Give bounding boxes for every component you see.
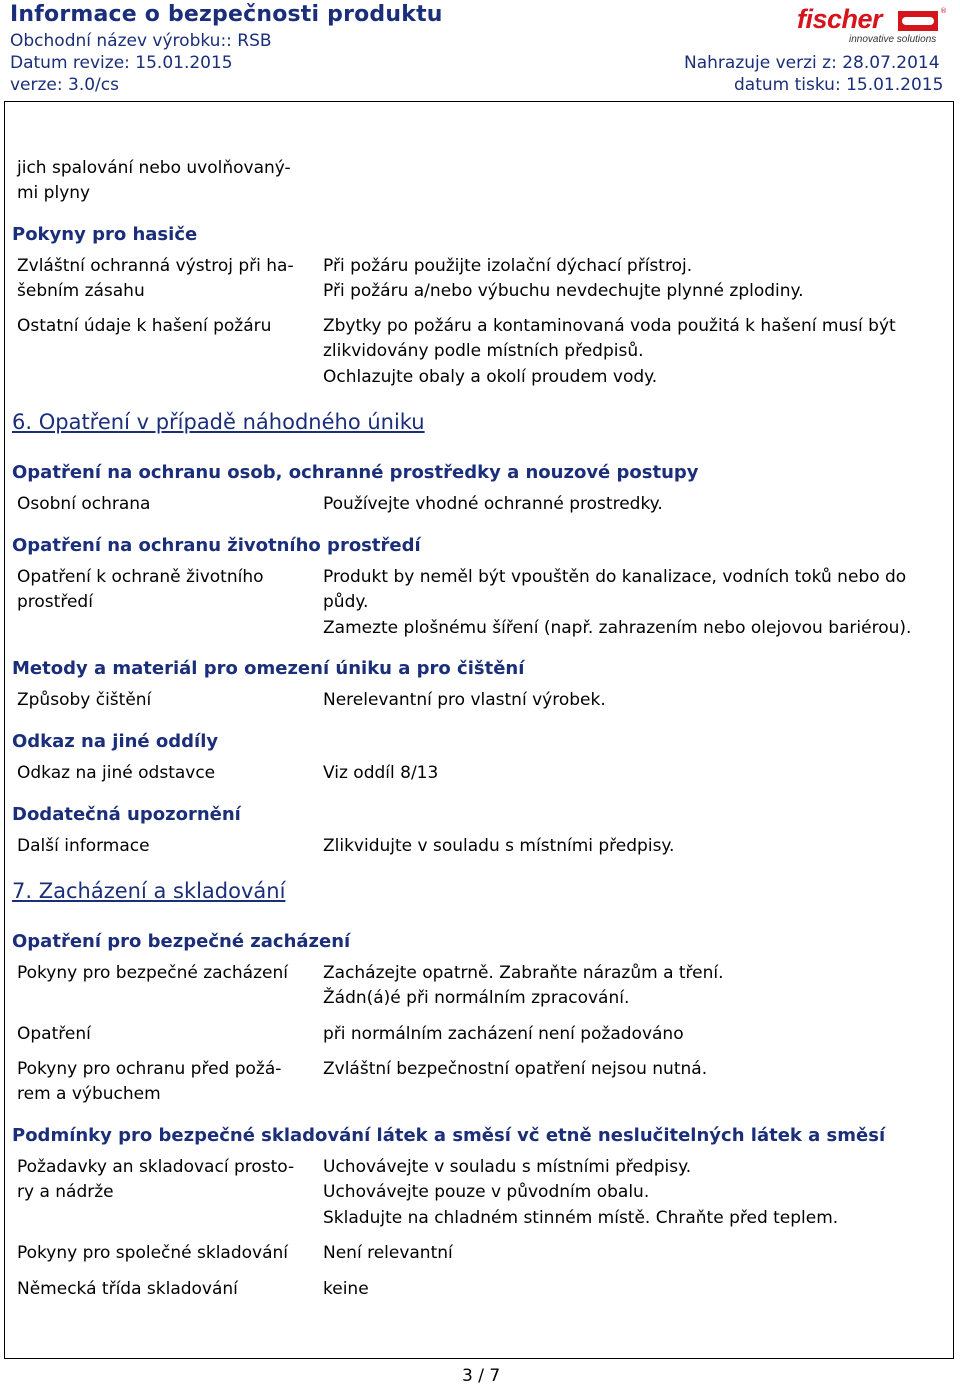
environment-value: Zamezte plošnému šíření (např. zahrazením nebo olejovou bariérou). [323, 618, 912, 638]
fire-protection-label: rem a výbuchem [17, 1084, 161, 1104]
environment-value: půdy. [323, 592, 369, 612]
section-6-title: 6. Opatření v případě náhodného úniku [12, 410, 425, 434]
environment-value: Produkt by neměl být vpouštěn do kanalizace, vodních toků nebo do [323, 567, 907, 587]
reference-value: Viz oddíl 8/13 [323, 763, 439, 783]
storage-requirements-label: Požadavky an skladovací prosto- [17, 1157, 295, 1177]
storage-requirements-value: Uchovávejte v souladu s místními předpisy. [323, 1157, 692, 1177]
additional-heading: Dodatečná upozornění [12, 804, 241, 825]
fire-protection-label: Pokyny pro ochranu před požá- [17, 1059, 282, 1079]
environment-label: prostředí [17, 592, 93, 612]
environment-heading: Opatření na ochranu životního prostředí [12, 535, 421, 556]
registered-mark: ® [940, 7, 947, 15]
handling-advice-label: Pokyny pro bezpečné zacházení [17, 963, 288, 983]
fire-protection-value: Zvláštní bezpečnostní opatření nejsou nutná. [323, 1059, 708, 1079]
revision-date: Datum revize: 15.01.2015 [10, 53, 233, 73]
other-info-label: Ostatní údaje k hašení požáru [17, 316, 272, 336]
cleanup-heading: Metody a materiál pro omezení úniku a pro čištění [12, 658, 525, 679]
continuation-line: jich spalování nebo uvolňovaný- [17, 158, 291, 178]
firefighters-heading: Pokyny pro hasiče [12, 224, 198, 245]
logo-box-icon [898, 11, 938, 31]
environment-label: Opatření k ochraně životního [17, 567, 264, 587]
storage-class-value: keine [323, 1279, 369, 1299]
continuation-line: mi plyny [17, 183, 91, 203]
storage-requirements-label: ry a nádrže [17, 1182, 114, 1202]
trade-name: Obchodní název výrobku:: RSB [10, 31, 272, 51]
special-equipment-value: Při požáru a/nebo výbuchu nevdechujte plynné zplodiny. [323, 281, 804, 301]
additional-label: Další informace [17, 836, 150, 856]
print-date: datum tisku: 15.01.2015 [734, 75, 944, 95]
logo-wordmark: fischer [797, 4, 883, 34]
joint-storage-value: Není relevantní [323, 1243, 453, 1263]
personal-protection-heading: Opatření na ochranu osob, ochranné prostředky a nouzové postupy [12, 462, 699, 483]
section-7-title: 7. Zacházení a skladování [12, 879, 286, 903]
storage-requirements-value: Skladujte na chladném stinném místě. Chraňte před teplem. [323, 1208, 839, 1228]
cleanup-label: Způsoby čištění [17, 690, 152, 710]
version: verze: 3.0/cs [10, 75, 119, 95]
measures-label: Opatření [17, 1024, 91, 1044]
cleanup-value: Nerelevantní pro vlastní výrobek. [323, 690, 606, 710]
replaces-version: Nahrazuje verzi z: 28.07.2014 [684, 53, 940, 73]
personal-protection-value: Používejte vhodné ochranné prostredky. [323, 494, 663, 514]
handling-advice-value: Zacházejte opatrně. Zabraňte nárazům a tření. [323, 963, 724, 983]
document-header [0, 0, 960, 100]
reference-heading: Odkaz na jiné oddíly [12, 731, 219, 752]
other-info-value: Zbytky po požáru a kontaminovaná voda použitá k hašení musí být [323, 316, 896, 336]
joint-storage-label: Pokyny pro společné skladování [17, 1243, 289, 1263]
reference-label: Odkaz na jiné odstavce [17, 763, 216, 783]
special-equipment-value: Při požáru použijte izolační dýchací přístroj. [323, 256, 693, 276]
safe-handling-heading: Opatření pro bezpečné zacházení [12, 931, 351, 952]
other-info-value: zlikvidovány podle místních předpisů. [323, 341, 644, 361]
handling-advice-value: Žádn(á)é při normálním zpracování. [323, 988, 630, 1008]
storage-class-label: Německá třída skladování [17, 1279, 238, 1299]
fischer-logo [797, 4, 947, 48]
other-info-value: Ochlazujte obaly a okolí proudem vody. [323, 367, 658, 387]
page-number: 3 / 7 [462, 1366, 501, 1386]
special-equipment-label: Zvláštní ochranná výstroj při ha- [17, 256, 294, 276]
additional-value: Zlikvidujte v souladu s místními předpisy. [323, 836, 675, 856]
logo-tagline: innovative solutions [849, 34, 937, 45]
document-title: Informace o bezpečnosti produktu [10, 2, 443, 27]
storage-requirements-value: Uchovávejte pouze v původním obalu. [323, 1182, 650, 1202]
personal-protection-label: Osobní ochrana [17, 494, 151, 514]
special-equipment-label: šebním zásahu [17, 281, 145, 301]
storage-heading: Podmínky pro bezpečné skladování látek a směsí vč etně neslučitelných látek a směsí [12, 1125, 886, 1146]
measures-value: při normálním zacházení není požadováno [323, 1024, 684, 1044]
